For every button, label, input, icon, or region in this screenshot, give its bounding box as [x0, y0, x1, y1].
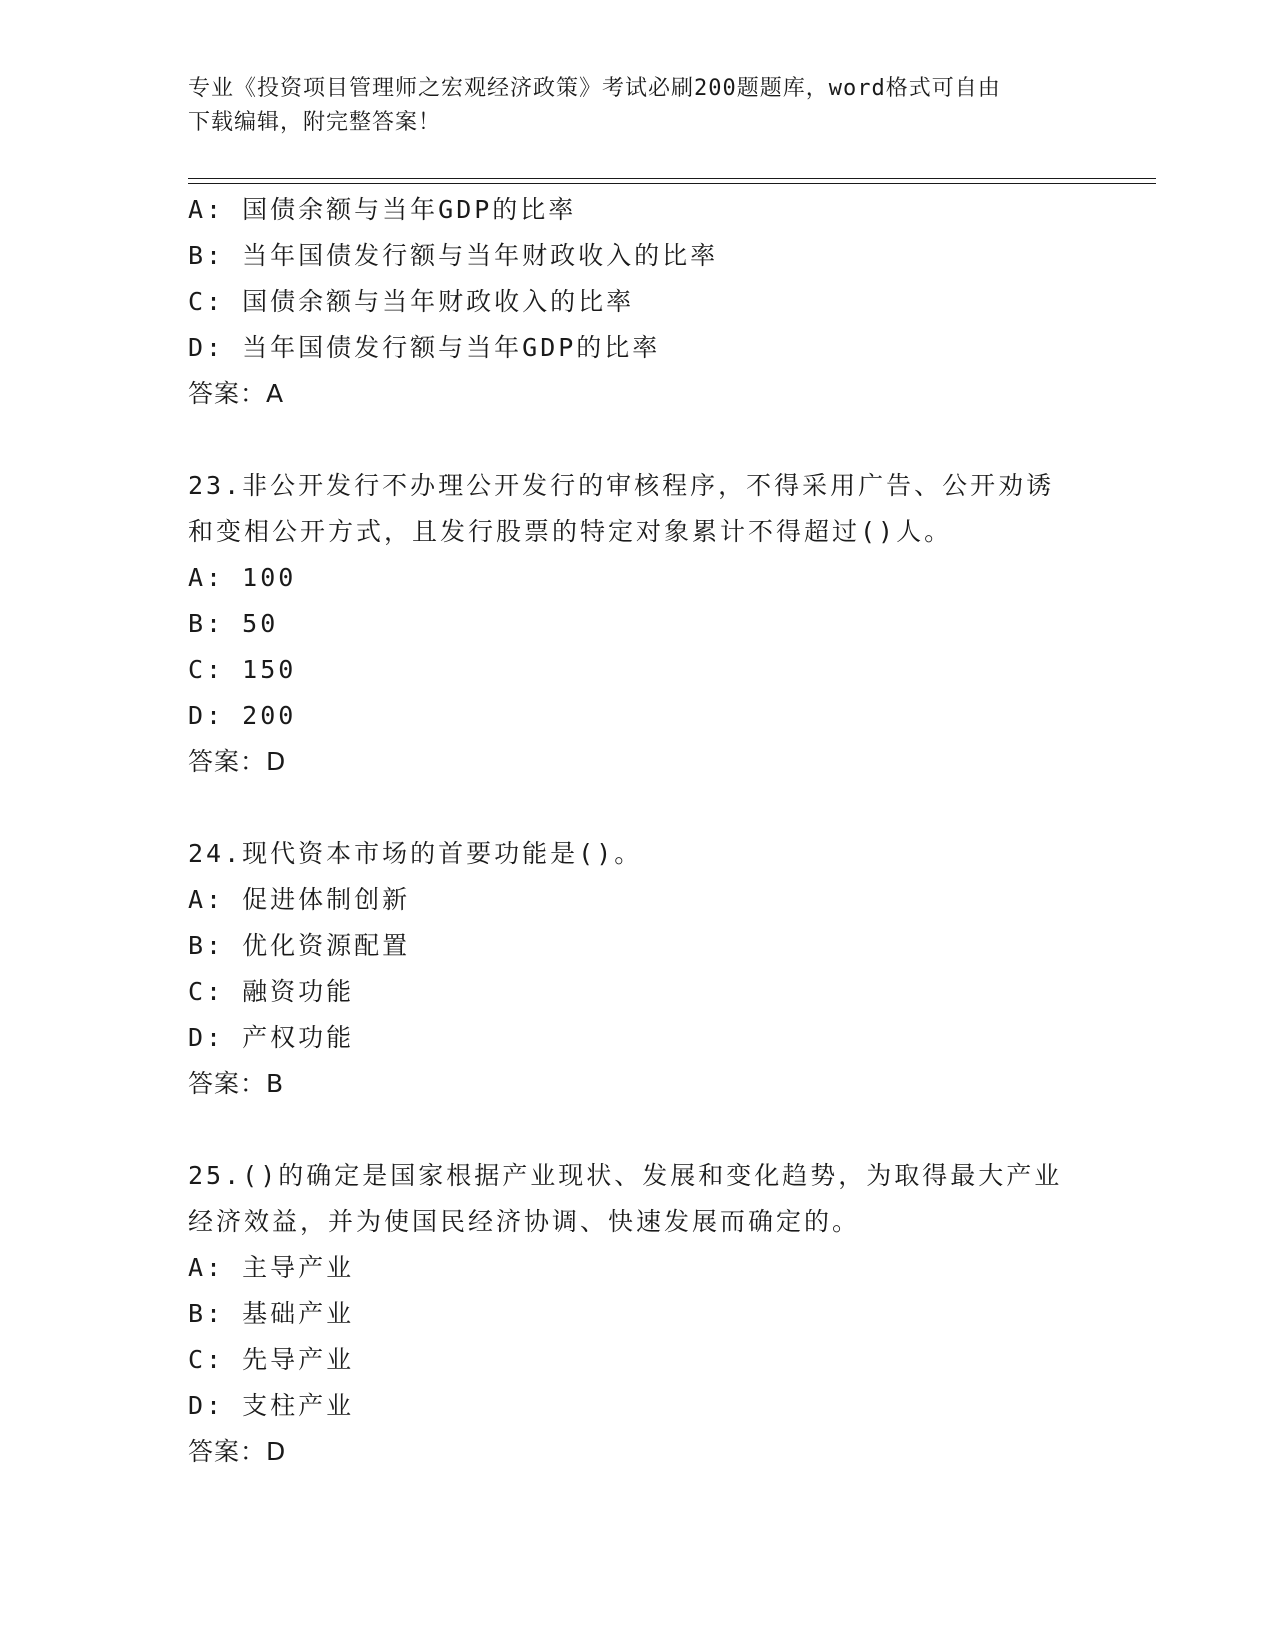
option-b: B: 基础产业: [188, 1299, 355, 1328]
answer-line: 答案：D: [188, 1437, 287, 1466]
option-d: D: 支柱产业: [188, 1391, 355, 1420]
document-header: [188, 72, 1068, 140]
question-stem-line-1: 24.现代资本市场的首要功能是()。: [188, 839, 643, 868]
option-a: A: 100: [188, 563, 297, 592]
answer-line: 答案：B: [188, 1069, 285, 1098]
spacer: [188, 1107, 1088, 1153]
question-22: [188, 187, 1088, 417]
spacer: [188, 785, 1088, 831]
question-25: [188, 1153, 1088, 1475]
spacer: [188, 417, 1088, 463]
option-b: B: 优化资源配置: [188, 931, 411, 960]
question-stem-line-1: 25.()的确定是国家根据产业现状、发展和变化趋势，为取得最大产业: [188, 1161, 1063, 1190]
option-c: C: 150: [188, 655, 297, 684]
option-b: B: 50: [188, 609, 279, 638]
header-line-1: 专业《投资项目管理师之宏观经济政策》考试必刷200题题库，word格式可自由: [188, 76, 1001, 101]
question-list: [188, 187, 1088, 1475]
option-c: C: 国债余额与当年财政收入的比率: [188, 287, 635, 316]
option-d: D: 产权功能: [188, 1023, 355, 1052]
option-a: A: 主导产业: [188, 1253, 355, 1282]
header-line-2: 下载编辑，附完整答案！: [188, 110, 442, 135]
answer-line: 答案：A: [188, 379, 285, 408]
question-23: [188, 463, 1088, 785]
header-rule-bottom: [188, 183, 1156, 184]
option-d: D: 当年国债发行额与当年GDP的比率: [188, 333, 661, 362]
answer-line: 答案：D: [188, 747, 287, 776]
option-a: A: 促进体制创新: [188, 885, 411, 914]
question-stem-line-2: 和变相公开方式，且发行股票的特定对象累计不得超过()人。: [188, 517, 953, 546]
question-24: [188, 831, 1088, 1107]
option-c: C: 先导产业: [188, 1345, 355, 1374]
option-b: B: 当年国债发行额与当年财政收入的比率: [188, 241, 719, 270]
question-stem-line-2: 经济效益，并为使国民经济协调、快速发展而确定的。: [188, 1207, 861, 1236]
option-d: D: 200: [188, 701, 297, 730]
option-c: C: 融资功能: [188, 977, 355, 1006]
header-rule-top: [188, 178, 1156, 179]
option-a: A: 国债余额与当年GDP的比率: [188, 195, 577, 224]
question-stem-line-1: 23.非公开发行不办理公开发行的审核程序，不得采用广告、公开劝诱: [188, 471, 1055, 500]
